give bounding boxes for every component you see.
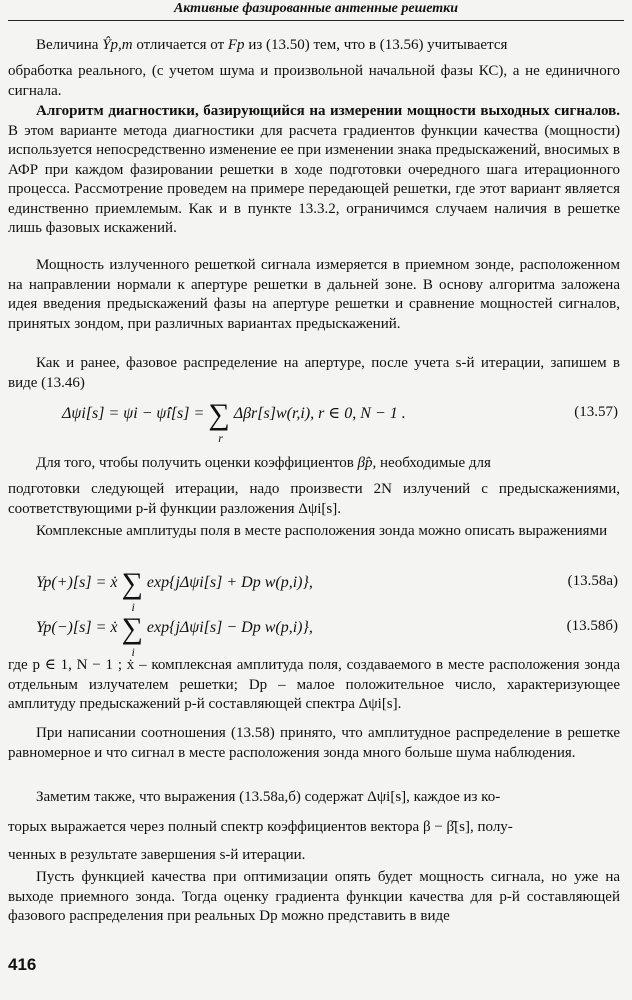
p1-text-a: Величина <box>36 37 99 53</box>
sum-symbol: ∑ r <box>208 398 230 445</box>
equation-13-57 <box>0 394 632 445</box>
eq3-sum-index: i <box>131 645 135 659</box>
paragraph-5-rest: подготовки следующей итерации, надо произвести 2N излучений с предыскажениями, соответствующими p-й функции разложения Δψi[s]. <box>8 481 620 517</box>
paragraph-8: При написании соотношения (13.58) принято, что амплитудное распределение в решетке равномерное и что сигнал в месте расположения зонда много больше шума наблюдения. <box>8 725 620 761</box>
paragraph-3: Мощность излученного решеткой сигнала измеряется в приемном зонде, расположенном на направлении нормали к апертуре решетки в дальней зоне. В основу алгоритма заложена идея введения предыскажений фазы на апертуре решетки и сравнение мощностей сигналов, принятых зондом, при различных вариантах предыскажений. <box>8 257 620 332</box>
eq1-lhs: Δψi[s] = ψi − ψ̂i[s] = <box>62 405 205 422</box>
paragraph-1-line-1 <box>8 36 620 56</box>
symbol-f: Fp <box>227 37 245 53</box>
equation-13-58a <box>0 565 632 614</box>
symbol-y-hat: Ŷp,m <box>102 37 133 53</box>
paragraph-9-line-3: ченных в результате завершения s-й итерации. <box>8 847 306 863</box>
paragraph-2-text: В этом варианте метода диагностики для расчета градиентов функции качества (мощности) используется непосредственно изменение ее при изменении знака предыскажений, вносимых в АФР при каждом фазировании решетки в ходе подготовки очередного шага итерационного процесса. Рассмотрение проведем на примере передающей решетки, где этот вариант является единственно приемлемым. Как и в пункте 13.3.2, ограничимся случаем наличия в решетке лишь фазовых искажений. <box>8 122 620 236</box>
p1-text-c: из (13.50) тем, что в (13.56) учитывается <box>248 37 508 53</box>
sum-symbol: ∑ i <box>121 567 143 614</box>
paragraph-2 <box>8 102 620 239</box>
running-header: Активные фазированные антенные решетки <box>8 0 624 21</box>
paragraph-2-heading: Алгоритм диагностики, базирующийся на измерении мощности выходных сигналов. <box>36 103 620 119</box>
eq2-number: (13.58a) <box>567 573 618 589</box>
paragraph-1-rest: обработка реального, (с учетом шума и произвольной начальной фазы КС), а не единичного сигнала. <box>8 63 620 99</box>
paragraph-9-line-2: торых выражается через полный спектр коэффициентов вектора β − β̂[s], полу- <box>8 819 513 835</box>
page-number: 416 <box>8 955 37 974</box>
paragraph-10: Пусть функцией качества при оптимизации опять будет мощность сигнала, но уже на выходе приемного зонда. Тогда оценку градиента функции качества для p-й составляющей фазового распределения при реальных Dp можно представить в виде <box>8 869 620 924</box>
eq2-lhs: Yp(+)[s] = ẋ <box>36 574 118 591</box>
paragraph-7: где p ∈ 1, N − 1 ; ẋ – комплексная амплитуда поля, создаваемого в месте расположения зонда отдельным излучателем решетки; Dp – малое положительное число, характеризующее амплитуду предыскажений p-й составляющей спектра Δψi[s]. <box>8 657 620 712</box>
eq2-rhs: exp{jΔψi[s] + Dp w(p,i)}, <box>146 574 313 591</box>
equation-13-58b <box>0 610 632 659</box>
eq1-rhs: Δβr[s]w(r,i), r ∈ 0, N − 1 . <box>233 405 406 422</box>
paragraph-6: Комплексные амплитуды поля в месте расположения зонда можно описать выражениями <box>36 523 608 539</box>
p5-text-b: , необходимые для <box>372 455 491 471</box>
paragraph-9-line-1: Заметим также, что выражения (13.58а,б) содержат Δψi[s], каждое из ко- <box>36 789 501 805</box>
symbol-beta-hat: β̂p <box>357 455 373 471</box>
eq3-lhs: Yp(−)[s] = ẋ <box>36 619 118 636</box>
eq1-number: (13.57) <box>574 404 618 420</box>
p1-text-b: отличается от <box>136 37 225 53</box>
eq2-sum-index: i <box>131 600 135 614</box>
eq1-sum-index: r <box>218 431 223 445</box>
paragraph-5-line-1 <box>8 454 620 474</box>
eq3-rhs: exp{jΔψi[s] − Dp w(p,i)}, <box>146 619 313 636</box>
sum-symbol: ∑ i <box>121 612 143 659</box>
paragraph-4: Как и ранее, фазовое распределение на апертуре, после учета s-й итерации, запишем в виде (13.46) <box>8 355 620 391</box>
p5-text-a: Для того, чтобы получить оценки коэффициентов <box>36 455 354 471</box>
eq3-number: (13.58б) <box>566 618 618 634</box>
